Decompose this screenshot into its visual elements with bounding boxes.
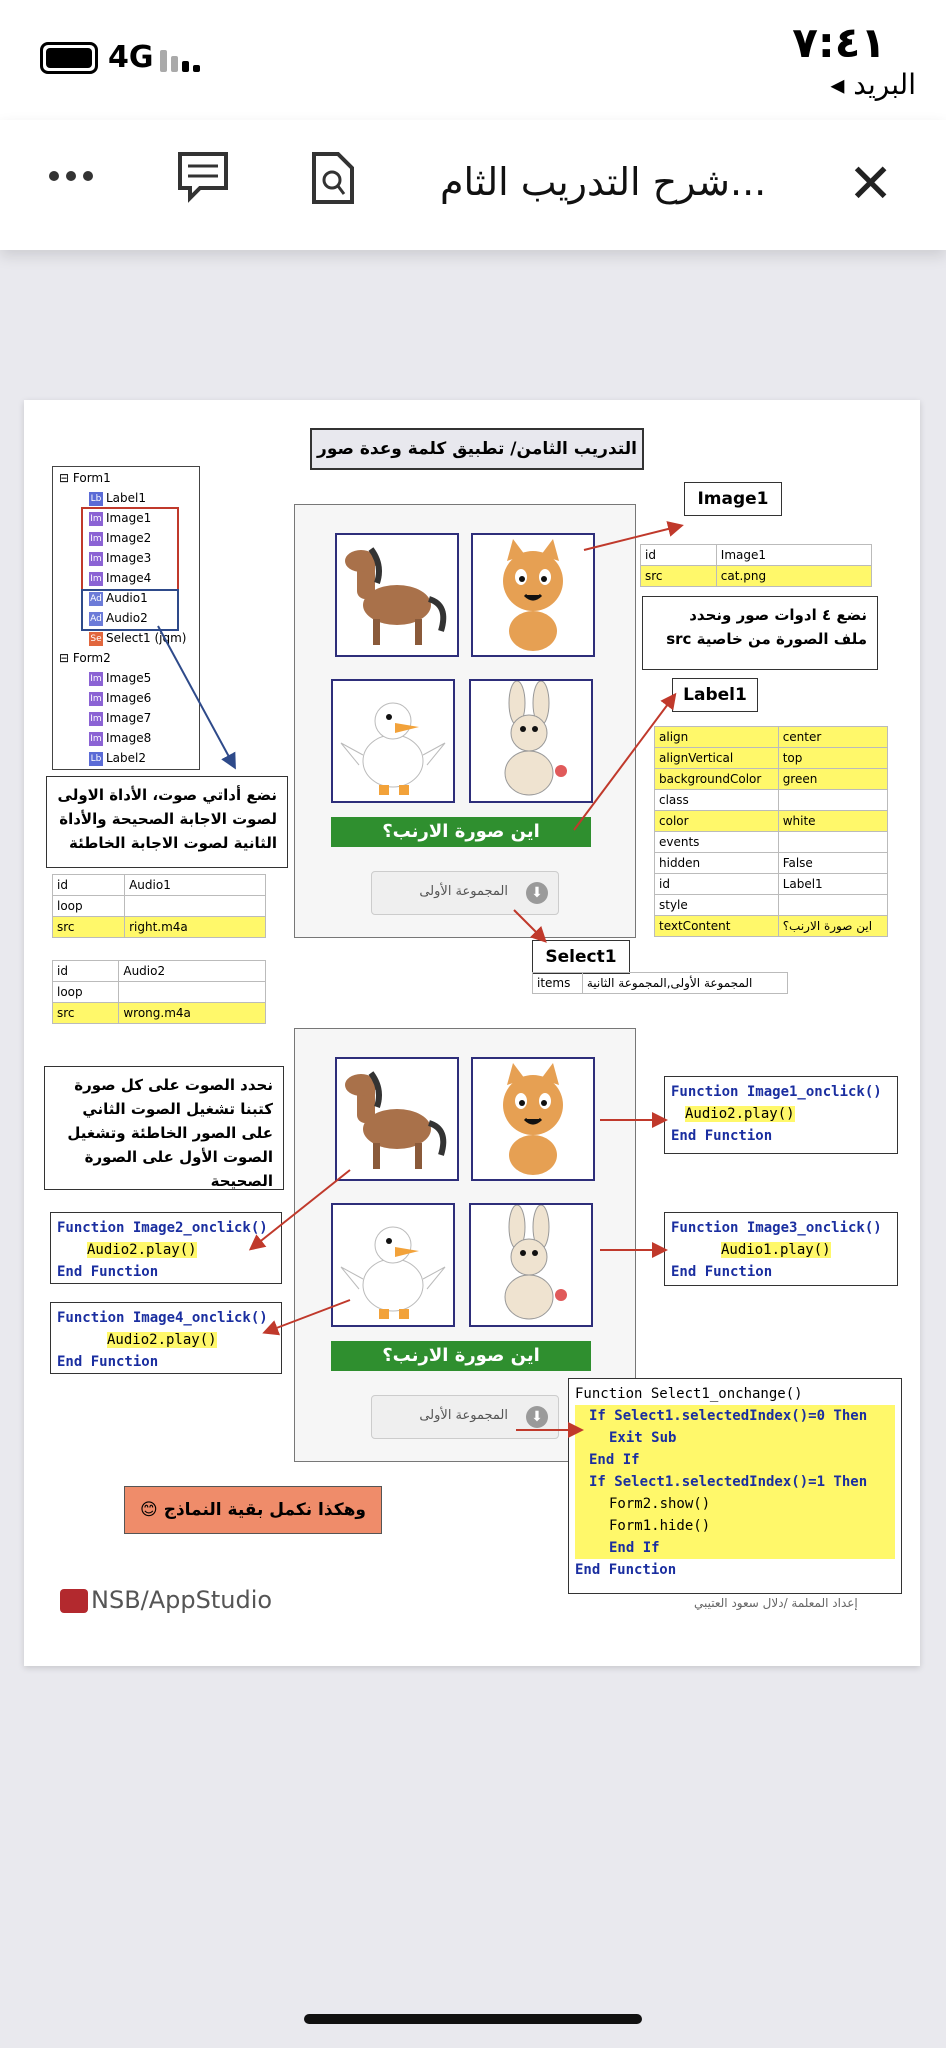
code-image4-onclick: Function Image4_onclick() Audio2.play() End Function [50, 1302, 282, 1374]
image1-properties: id Image1 src cat.png [640, 544, 872, 587]
battery-icon [40, 42, 98, 74]
search-document-icon[interactable] [310, 150, 356, 210]
annotation-arrows [24, 400, 920, 1666]
more-icon[interactable] [48, 168, 94, 187]
tree-item: Ad Audio1 [90, 591, 148, 605]
author-credit: إعداد المعلمة /دلال سعود العتيبي [694, 1596, 858, 1610]
tree-item: Ad Audio2 [90, 611, 148, 625]
code-image3-onclick: Function Image3_onclick() Audio1.play() End Function [664, 1212, 898, 1286]
tree-item: Im Image2 [90, 531, 152, 545]
network-type: 4G [108, 40, 154, 75]
image1-callout: Image1 [684, 482, 782, 516]
sound-note: نحدد الصوت على كل صورة كتبنا تشغيل الصوت الثاني على الصور الخاطئة وتشغيل الصوت الأول على الصورة الصحيحة [44, 1066, 284, 1190]
image-note: نضع ٤ ادوات صور ونحدد ملف الصورة من خاصية src [642, 596, 878, 670]
tree-item: Im Image8 [90, 731, 152, 745]
audio-note: نضع أداتي صوت، الأداة الاولى لصوت الاجابة الصحيحة والأداة الثانية لصوت الاجابة الخاطئة [46, 776, 288, 868]
tree-item: Se Select1 (jqm) [90, 631, 187, 645]
tree-item: Im Image4 [90, 571, 152, 585]
page-title: التدريب الثامن/ تطبيق كلمة وعدة صور [310, 428, 644, 470]
select1-properties: items المجموعة الأولى,المجموعة الثانية [532, 972, 788, 994]
tree-form2: ⊟ Form2 [59, 651, 111, 665]
dropdown-icon: ⬇ [526, 882, 548, 904]
status-bar [0, 0, 946, 120]
label1-callout: Label1 [672, 678, 758, 712]
comment-icon[interactable] [176, 150, 230, 208]
tree-item: Im Image1 [90, 511, 152, 525]
tree-item: Lb Label2 [90, 751, 147, 765]
code-select1-onchange: Function Select1_onchange() If Select1.selectedIndex()=0 Then Exit Sub End If If Select1.selectedIndex()=1 Then Form2.show() Form1.hide() End If End Function [568, 1378, 902, 1594]
audio1-properties: id Audio1 loop src right.m4a [52, 874, 266, 938]
tree-item: Im Image5 [90, 671, 152, 685]
tree-item: Lb Label1 [90, 491, 147, 505]
select1-callout: Select1 [532, 940, 630, 974]
tree-item: Im Image3 [90, 551, 152, 565]
question-label: اين صورة الارنب؟ [331, 1341, 591, 1371]
close-icon[interactable]: ✕ [848, 152, 894, 215]
group-select[interactable]: المجموعة الأولى ⬇ [371, 871, 559, 915]
label1-properties: align center alignVertical top backgroundColor green class color white events hidden False id Label1 style textContent اين صورة الارنب؟ [654, 726, 888, 937]
document-title: شرح التدريب الثام... [440, 160, 767, 204]
document-page [24, 400, 920, 1666]
audio2-properties: id Audio2 loop src wrong.m4a [52, 960, 266, 1024]
home-indicator[interactable] [304, 2014, 642, 2024]
tree-form1: ⊟ Form1 [59, 471, 111, 485]
code-image2-onclick: Function Image2_onclick() Audio2.play() End Function [50, 1212, 282, 1284]
dropdown-icon: ⬇ [526, 1406, 548, 1428]
viewer-toolbar [0, 120, 946, 250]
question-label: اين صورة الارنب؟ [331, 817, 591, 847]
tree-item: Im Image6 [90, 691, 152, 705]
clock: ٧:٤١ [792, 18, 886, 67]
tree-item: Im Image7 [90, 711, 152, 725]
code-image1-onclick: Function Image1_onclick() Audio2.play() End Function [664, 1076, 898, 1154]
group-select[interactable]: المجموعة الأولى ⬇ [371, 1395, 559, 1439]
nsb-logo: NSB/AppStudio [60, 1586, 272, 1614]
finish-note: وهكذا نكمل بقية النماذج 😊 [124, 1486, 382, 1534]
signal-icon [160, 44, 210, 72]
back-to-mail-link[interactable]: ◂ البريد [830, 68, 916, 101]
